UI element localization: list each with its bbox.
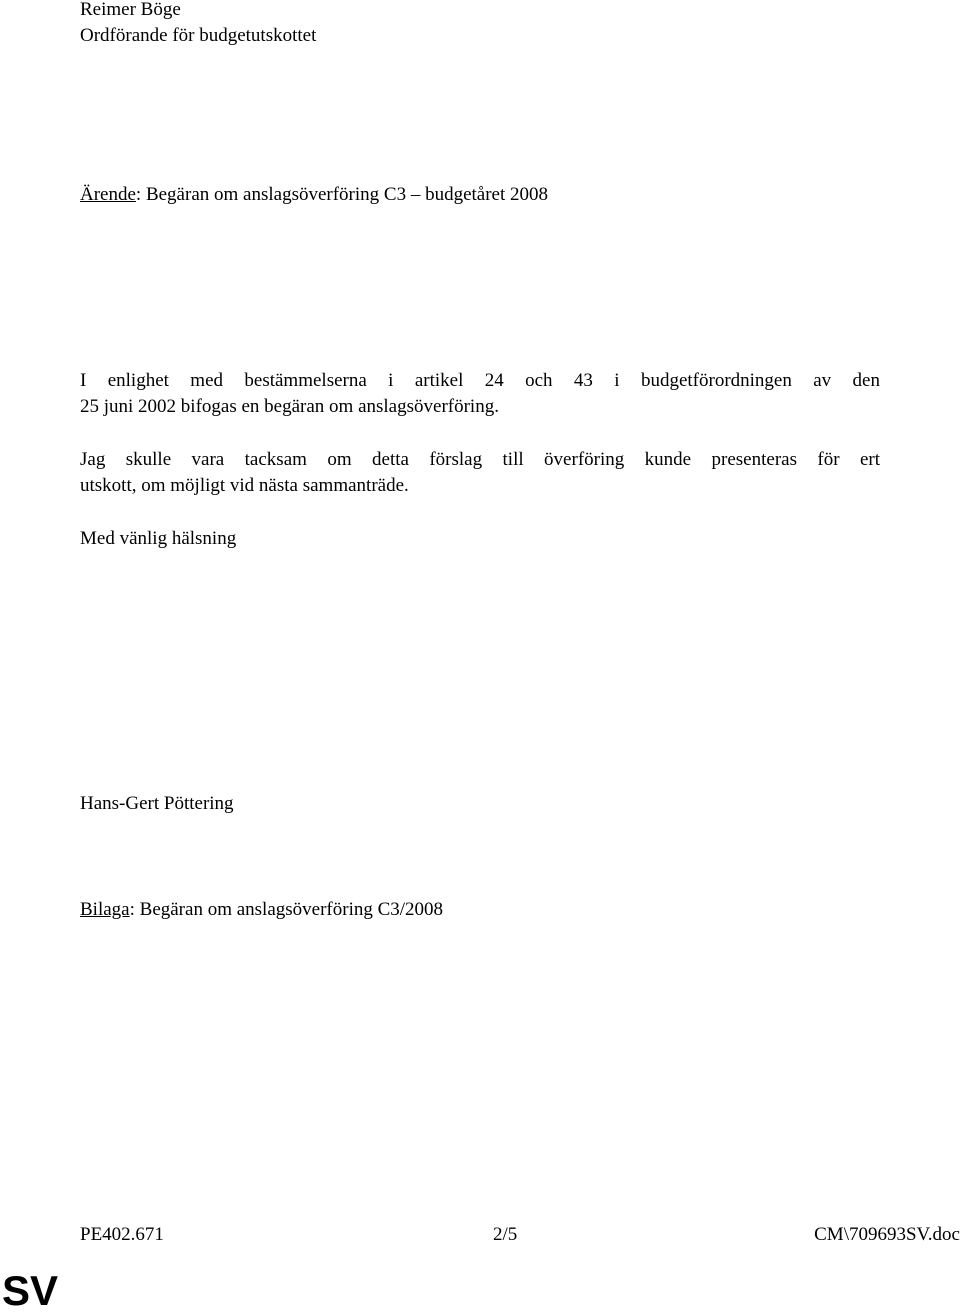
sender-name: Reimer Böge <box>80 0 181 20</box>
subject-separator: : <box>135 184 142 205</box>
attachment-text: Begäran om anslagsöverföring C3/2008 <box>134 899 444 920</box>
attachment-line <box>80 897 443 923</box>
footer-page-number: 2/5 <box>493 1224 518 1245</box>
footer-reference: PE402.671 <box>80 1224 164 1245</box>
sender-title: Ordförande för budgetutskottet <box>80 25 317 46</box>
paragraph-2-line-1: Jag skulle vara tacksam om detta förslag till överföring kunde presenteras för ert <box>80 449 880 470</box>
subject-label: Ärende <box>80 184 136 205</box>
attachment-label: Bilaga <box>80 899 130 920</box>
attachment-separator: : <box>129 899 135 920</box>
footer-document-name: CM\709693SV.doc <box>814 1224 960 1245</box>
signature-name: Hans-Gert Pöttering <box>80 793 234 814</box>
subject-line <box>80 182 548 208</box>
closing-greeting: Med vänlig hälsning <box>80 528 237 549</box>
paragraph-1-line-1: I enlighet med bestämmelserna i artikel 24 och 43 i budgetförordningen av den <box>80 370 880 391</box>
subject-text: Begäran om anslagsöverföring C3 – budgetåret 2008 <box>141 184 549 205</box>
paragraph-1-line-2: 25 juni 2002 bifogas en begäran om anslagsöverföring. <box>80 396 499 417</box>
paragraph-2-line-2: utskott, om möjligt vid nästa sammanträde. <box>80 475 409 496</box>
language-mark: SV <box>2 1267 59 1314</box>
